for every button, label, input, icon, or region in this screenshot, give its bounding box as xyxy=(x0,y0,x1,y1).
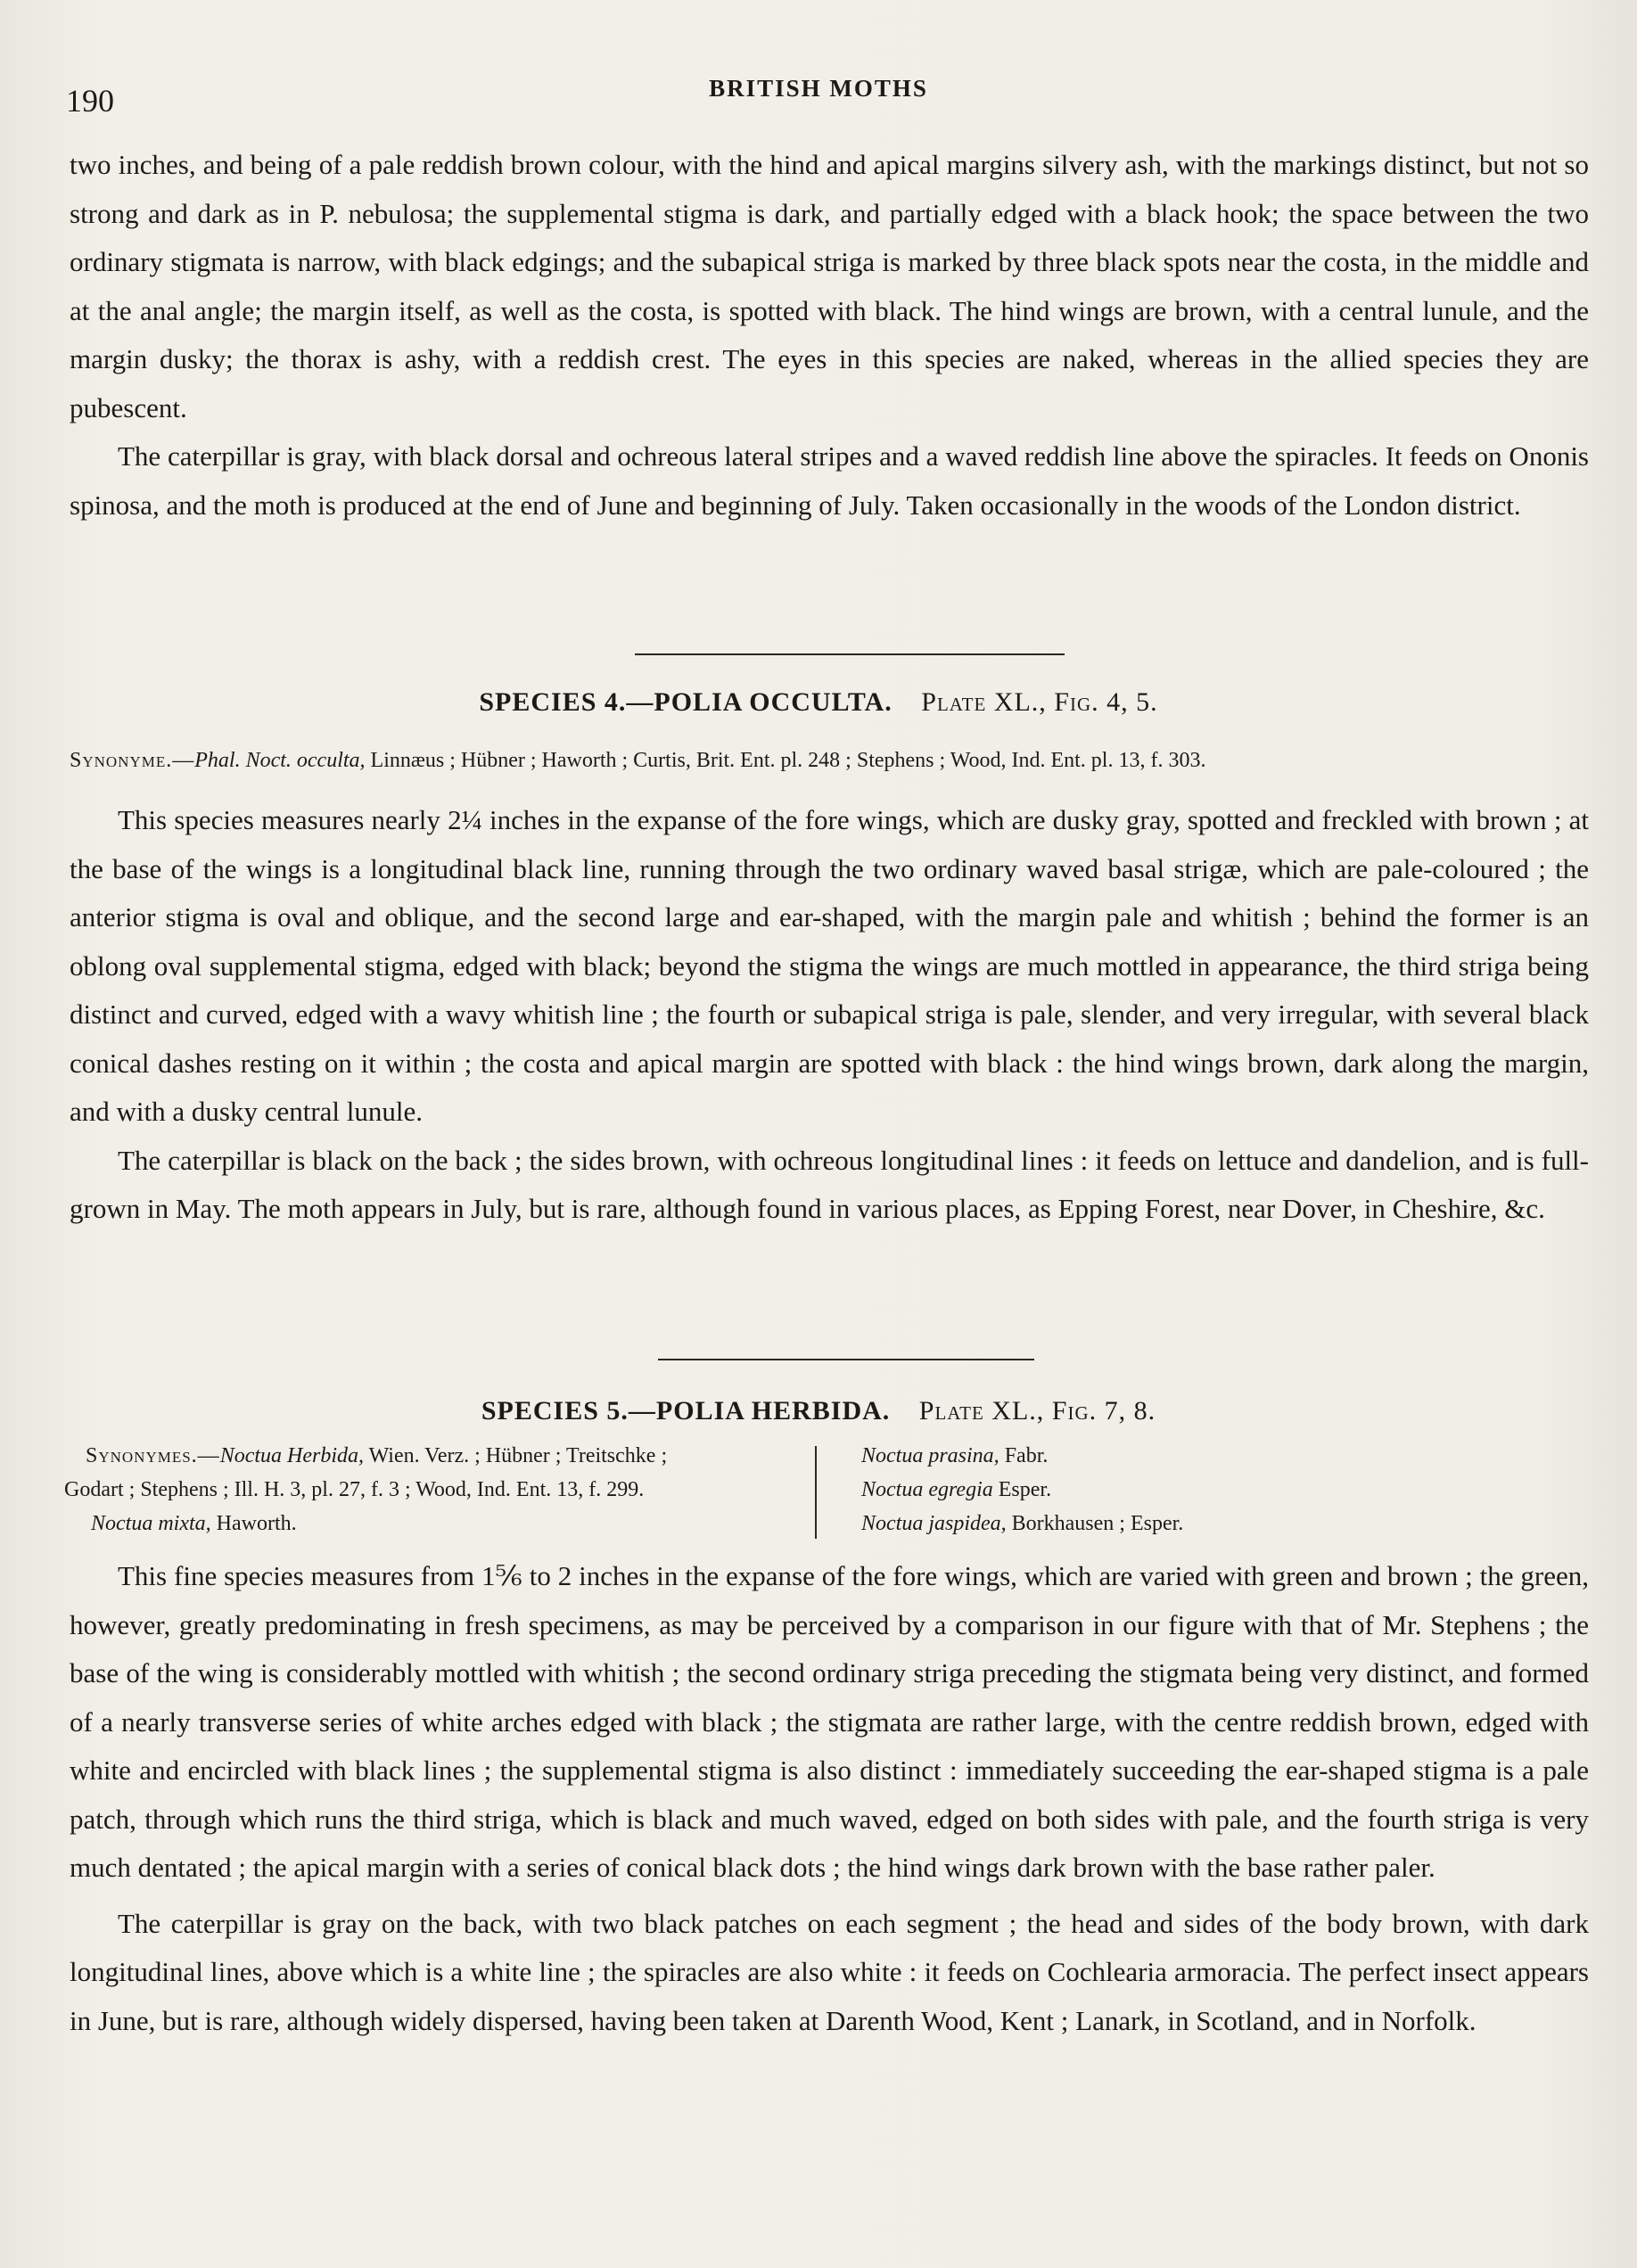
species-5-paragraph-1: This fine species measures from 1⅚ to 2 inches in the expanse of the fore wings, which are varied with green and brown ; the green, however, greatly predominating in fresh specimens, as may be perceived by a comparison in our figure with that of Mr. Stephens ; the base of the wing is considerably mottled with whitish ; the second ordinary striga preceding the stigmata being very distinct, and formed of a nearly transverse series of white arches edged with black ; the stigmata are rather large, with the centre reddish brown, edged with white and encircled with black lines ; the supplemental stigma is also distinct : immediately succeeding the ear-shaped stigma is a pale patch, through which runs the third striga, which is black and much waved, edged on both sides with pale, and the fourth striga is very much dentated ; the apical margin with a series of conical black dots ; the hind wings dark brown with the base rather paler. xyxy=(70,1560,1589,1883)
synonym-name: Noctua Herbida, xyxy=(219,1444,365,1467)
synonym-name: Noctua jaspidea, xyxy=(861,1512,1007,1535)
synonym-authorities: Linnæus ; Hübner ; Haworth ; Curtis, Brit. Ent. pl. 248 ; Stephens ; Wood, Ind. Ent. pl. 13, f. 303. xyxy=(365,749,1206,772)
species-5-title: SPECIES 5.—POLIA HERBIDA. xyxy=(481,1396,891,1426)
species-5-plate: Plate XL., Fig. 7, 8. xyxy=(918,1396,1156,1426)
species-4-heading xyxy=(0,687,1637,718)
section-divider-1 xyxy=(635,653,1065,655)
species-4-title: SPECIES 4.—POLIA OCCULTA. xyxy=(479,687,893,717)
synonym-name: Noctua egregia xyxy=(861,1478,993,1501)
synonym-line xyxy=(861,1473,1575,1507)
synonym-line xyxy=(861,1439,1575,1473)
synonym-authorities: Wien. Verz. ; Hübner ; Treitschke ; xyxy=(364,1444,668,1467)
species-5-synonyms-right xyxy=(861,1439,1575,1541)
intro-paragraph-2: The caterpillar is gray, with black dorsal and ochreous lateral stripes and a waved reddish line above the spiracles. It feeds on Ononis spinosa, and the moth is produced at the end of June and beginning of July. Taken occasionally in the woods of the London district. xyxy=(70,440,1589,521)
intro-paragraph-1: two inches, and being of a pale reddish brown colour, with the hind and apical margins silvery ash, with the markings distinct, but not so strong and dark as in P. nebulosa; the supplemental stigma is dark, and partially edged with a black hook; the space between the two ordinary stigmata is narrow, with black edgings; and the subapical striga is marked by three black spots near the costa, in the middle and at the anal angle; the margin itself, as well as the costa, is spotted with black. The hind wings are brown, with a central lunule, and the margin dusky; the thorax is ashy, with a reddish crest. The eyes in this species are naked, whereas in the allied species they are pubescent. xyxy=(70,149,1589,423)
synonyms-label: Synonymes.— xyxy=(86,1444,220,1467)
section-divider-2 xyxy=(658,1359,1034,1360)
species-5-heading xyxy=(0,1396,1637,1426)
species-5-synonyms-left xyxy=(64,1439,817,1541)
synonym-authorities: Borkhausen ; Esper. xyxy=(1006,1512,1184,1535)
species-4-paragraph-2: The caterpillar is black on the back ; the sides brown, with ochreous longitudinal lines : it feeds on lettuce and dandelion, and is full-grown in May. The moth appears in July, but is rare, although found in various places, as Epping Forest, near Dover, in Cheshire, &c. xyxy=(70,1144,1589,1224)
synonym-name: Phal. Noct. occulta, xyxy=(194,749,366,772)
synonym-authorities: Haworth. xyxy=(210,1512,297,1535)
species-5-paragraph-2: The caterpillar is gray on the back, with two black patches on each segment ; the head and sides of the body brown, with dark longitudinal lines, above which is a white line ; the spiracles are also white : it feeds on Cochlearia armoracia. The perfect insect appears in June, but is rare, although widely dispersed, having been taken at Darenth Wood, Kent ; Lanark, in Scotland, and in Norfolk. xyxy=(70,1907,1589,2036)
running-title: BRITISH MOTHS xyxy=(709,75,928,102)
synonym-name: Noctua mixta, xyxy=(91,1512,211,1535)
synonym-name: Noctua prasina, xyxy=(861,1444,999,1467)
synonym-authorities: Fabr. xyxy=(999,1444,1049,1467)
synonym-line: Godart ; Stephens ; Ill. H. 3, pl. 27, f. 3 ; Wood, Ind. Ent. 13, f. 299. xyxy=(64,1478,645,1501)
synonym-line xyxy=(91,1507,817,1541)
synonyms-divider xyxy=(815,1446,817,1539)
synonym-authorities: Esper. xyxy=(992,1478,1052,1501)
intro-text xyxy=(70,141,1589,530)
species-4-plate: Plate XL., Fig. 4, 5. xyxy=(921,687,1158,717)
species-4-description xyxy=(70,796,1589,1234)
synonyms-label: Synonyme.— xyxy=(70,749,195,772)
species-4-paragraph-1: This species measures nearly 2¼ inches in the expanse of the fore wings, which are dusky gray, spotted and freckled with brown ; at the base of the wings is a longitudinal black line, running through the two ordinary waved basal strigæ, which are pale-coloured ; the anterior stigma is oval and oblique, and the second large and ear-shaped, with the margin pale and whitish ; behind the former is an oblong oval supplemental stigma, edged with black; beyond the stigma the wings are much mottled in appearance, the third striga being distinct and curved, edged with a wavy whitish line ; the fourth or subapical striga is pale, slender, and very irregular, with several black conical dashes resting on it within ; the costa and apical margin are spotted with black : the hind wings brown, dark along the margin, and with a dusky central lunule. xyxy=(70,804,1589,1127)
synonym-line xyxy=(86,1439,817,1473)
species-5-description xyxy=(70,1552,1589,2045)
synonym-line xyxy=(861,1507,1575,1541)
species-4-synonyms xyxy=(70,745,1589,776)
page-number: 190 xyxy=(66,83,114,119)
